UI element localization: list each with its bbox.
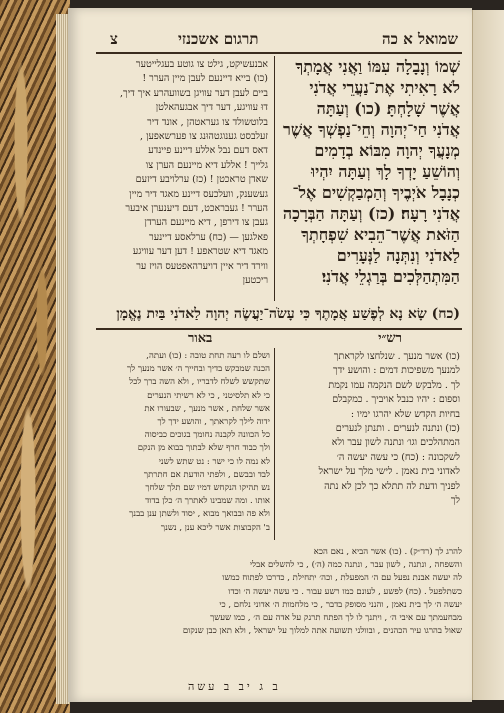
rashi-line: (כו) אשר מנעך . שנלחצו לקראתך [333, 351, 460, 362]
biur-line: אותו . ומה שמבינו לאתרך ה׳ כלן בדוד [145, 496, 270, 507]
bottom-commentary-line: כשתלפעל . (כח) לפשע , לעונם כמו רשע עבור . כי עשה יעשה ה׳ וכדו [228, 586, 462, 597]
book-page [68, 8, 472, 702]
translation-line: הערר ! געבראכט, דעם דיענערן איבער [125, 203, 268, 215]
rashi-column [282, 350, 460, 538]
rashi-line: לשקכונה : (כח) כי עשה יעשה ה׳ [336, 451, 460, 463]
biur-line: כי לא תלסיטני , כי לא רשיתי הנערים [147, 390, 270, 401]
rashi-line: לפניך ודעת לה תתלא כך לכן לא נתה [324, 480, 460, 492]
main-line: הַזֹּאת אֲשֶׁר־הֵבִיא שִׁפְחָתְךָ [301, 225, 460, 244]
main-line: אֲדֹנִי חַי־יְהוָה וְחֵי־נַפְשְׁךָ אֲשֶׁר [283, 120, 460, 139]
rashi-line: המתהלכים וגו׳ ונתנה לשון עבר ולא [331, 437, 460, 449]
main-line: לֹא רָאִיתִי אֶת־נַעֲרֵי אֲדֹנִי [309, 78, 460, 97]
bottom-commentary-line: שאול בהרגו עיר הכהנים , ובוולני תשועה אתה למלוך על ישראל , ולא תאן כבן שנקום [182, 626, 462, 637]
bottom-commentary-line: מבחעמתך עם איבי ה׳ , ויתנך לו לך הפתח תרנק על אדה עם ה׳ , כמו שעשך [210, 613, 462, 624]
bottom-commentary [96, 546, 462, 676]
translation-line: ביים לעבן דער עוויגן בשוועהרע איך דיך, [120, 87, 268, 99]
biur-line: נש תהיקו הנקחש דמיו שם תלך שלחך [145, 483, 270, 494]
translation-line: שאדן טראכטן ! (כז) ערלויבע דיזעם [135, 174, 268, 186]
translation-line: ווירד דיר איין דויערהאפטעס הויז ער [136, 260, 268, 272]
biur-heading: באור [188, 331, 213, 346]
rashi-line: וספום : יהיו כנבל אויביך . כמקבלם [332, 394, 460, 406]
biur-line: ושלם לו רעה תחת טובה : (כו) ועתה, [146, 351, 270, 361]
biur-line: שתקשש לשלח לדבריו , ולא השה ברך לכל [129, 377, 270, 388]
main-line: לַאדֹנִי וְנִתְּנָה לַנְּעָרִים [336, 246, 460, 265]
biur-column [96, 350, 270, 540]
translation-line: דאס דעם נבל אללע דיינע פיינדע [148, 145, 268, 157]
rashi-heading: רש״י [378, 331, 402, 346]
rashi-line: (כז) ונתנה לנערים . ותנתן לנערים [335, 423, 460, 435]
main-line: שְׁמוֹ וְנָבָלָה עִמּוֹ וַאֲנִי אֲמָתְךָ [295, 57, 460, 76]
rashi-line: בחיות הקדש שלא יהרגו ימיו : [350, 408, 460, 420]
page-number: צ [110, 30, 118, 48]
translation-line: מאגד דיא שטראפע ! דען דער עוויגע [132, 246, 268, 258]
biur-line: אשר שלחת , אשר מנעך , שבעורו את [144, 403, 270, 414]
translation-line: געבן צו דירפן , דיא מיינעם הערדן [144, 217, 268, 229]
main-line: הַמִּתְהַלְּכִים בְּרַגְלֵי אֲדֹנִי׃ [321, 267, 460, 286]
biur-line: ולך כבוד חרף שלא לבתוך בבוא מן הנקם [137, 443, 270, 454]
translation-line: געשענק, וועלכעס דיינע מאגד דיר מיין [129, 188, 268, 200]
column-divider [274, 56, 275, 301]
biur-line: ולא פה ובבואך מבוא , יסוד ולשתן ענן בבנך [129, 509, 270, 520]
biur-line: כל הכוונה לקבנה נחומך בגוכים כביסוה [144, 430, 270, 441]
running-header-left: תרגום אשכנזי [178, 30, 259, 48]
bottom-commentary-line: יעשה ה׳ לך בית נאמן , והנני מסופק בדבר , כי מלחמות ה׳ אדוני נלחם , כי [219, 599, 462, 610]
bottom-commentary-line: והשפחה , ונתנה , לשון עבר , ונתנה כמה (ה׳) , כי להשלים אבלי [249, 560, 462, 571]
translation-column [96, 58, 268, 306]
main-line: אֲשֶׁר שָׁלָחְתָּ׃ (כו) וְעַתָּה [316, 99, 460, 118]
biur-line: ב' הקבוצות אשר ליכא ענן , נשנך [160, 522, 270, 533]
header-rule [96, 52, 462, 54]
biur-line: ידוה לילך לקראתך , והושע ידך לך [157, 417, 270, 428]
biur-line: לא נמה לו כי ישר : נט שתש לשני [158, 456, 270, 467]
bottom-commentary-line: לה יעשה אבנת נפעל עם ה׳ המפעלת , וכה׳ יתחילת , כדרכו לפתוח כמשו [222, 573, 462, 584]
translation-line: גלייך ! אללע דיא מיינעם הערן צו [145, 159, 268, 171]
rashi-line: לך [450, 495, 460, 507]
main-hebrew-column [270, 56, 460, 306]
translation-line: זעלבסט גענוגטהוּנג צו פערשאפען , [140, 131, 268, 143]
translation-line: פאלגען — (כח) ערלאסע דיינער [149, 231, 268, 243]
rashi-line: למנעך משפיכות דמים : והושע ידך [333, 365, 460, 377]
rashi-line: לאדוני בית נאמן . לישי מלך על ישראל [318, 466, 460, 478]
adjacent-page-edge [472, 10, 504, 700]
biur-line: הכנה שמבקש בדיך ובחייך ה׳ אשר מנעך לך [127, 364, 270, 375]
bottom-commentary-line: להרג לך (רד״ק) . (כו) אשר הביא , נאם הכא [313, 547, 462, 557]
translation-line: ריכטען [242, 275, 268, 287]
main-line: (כח) שָׂא נָא לְפֶשַׁע אֲמָתֶךָ כִּי עָשֹׂה־יַעֲשֶׂה יְהוָה לַאדֹנִי בַּיִת נֶאֱמָן [116, 306, 460, 322]
main-line: מְנָעֲךָ יְהוָה מִבּוֹא בְדָמִים [314, 141, 460, 160]
translation-line: דוּ עוויגע, דער דיך אבגעהאלטן [155, 102, 268, 114]
commentary-rule [96, 328, 462, 330]
main-verse-28 [78, 304, 460, 326]
biur-line: לבד ובבשם , ולפתי הודעת אם חתרתך [143, 469, 270, 480]
main-line: וְהוֹשֵׁעַ יָדְךָ לָךְ וְעַתָּה יִהְיוּ [311, 162, 460, 181]
rashi-line: לך . מלבקש לשם הנקמה עמו נקמת [328, 379, 460, 391]
commentary-divider [274, 348, 275, 540]
main-line: אֲדֹנִי רָעָה׃ (כז) וְעַתָּה הַבְּרָכָה [282, 204, 460, 223]
main-line: כְנָבָל אֹיְבֶיךָ וְהַמְבַקְשִׁים אֶל־ [292, 183, 460, 202]
translation-line: (כו) בייא דיינעם לעבן מיין הערר ! [142, 73, 268, 85]
translation-line: אבנעשיקט, גילט צו גוטע בעגלייטער [135, 59, 268, 70]
signature-marks: ב ג יב ב עשה [188, 680, 281, 693]
translation-line: בלוטשולד צו געראטהן , אונד דיר [147, 116, 268, 128]
running-header-right: שמואל א כה [381, 30, 458, 48]
